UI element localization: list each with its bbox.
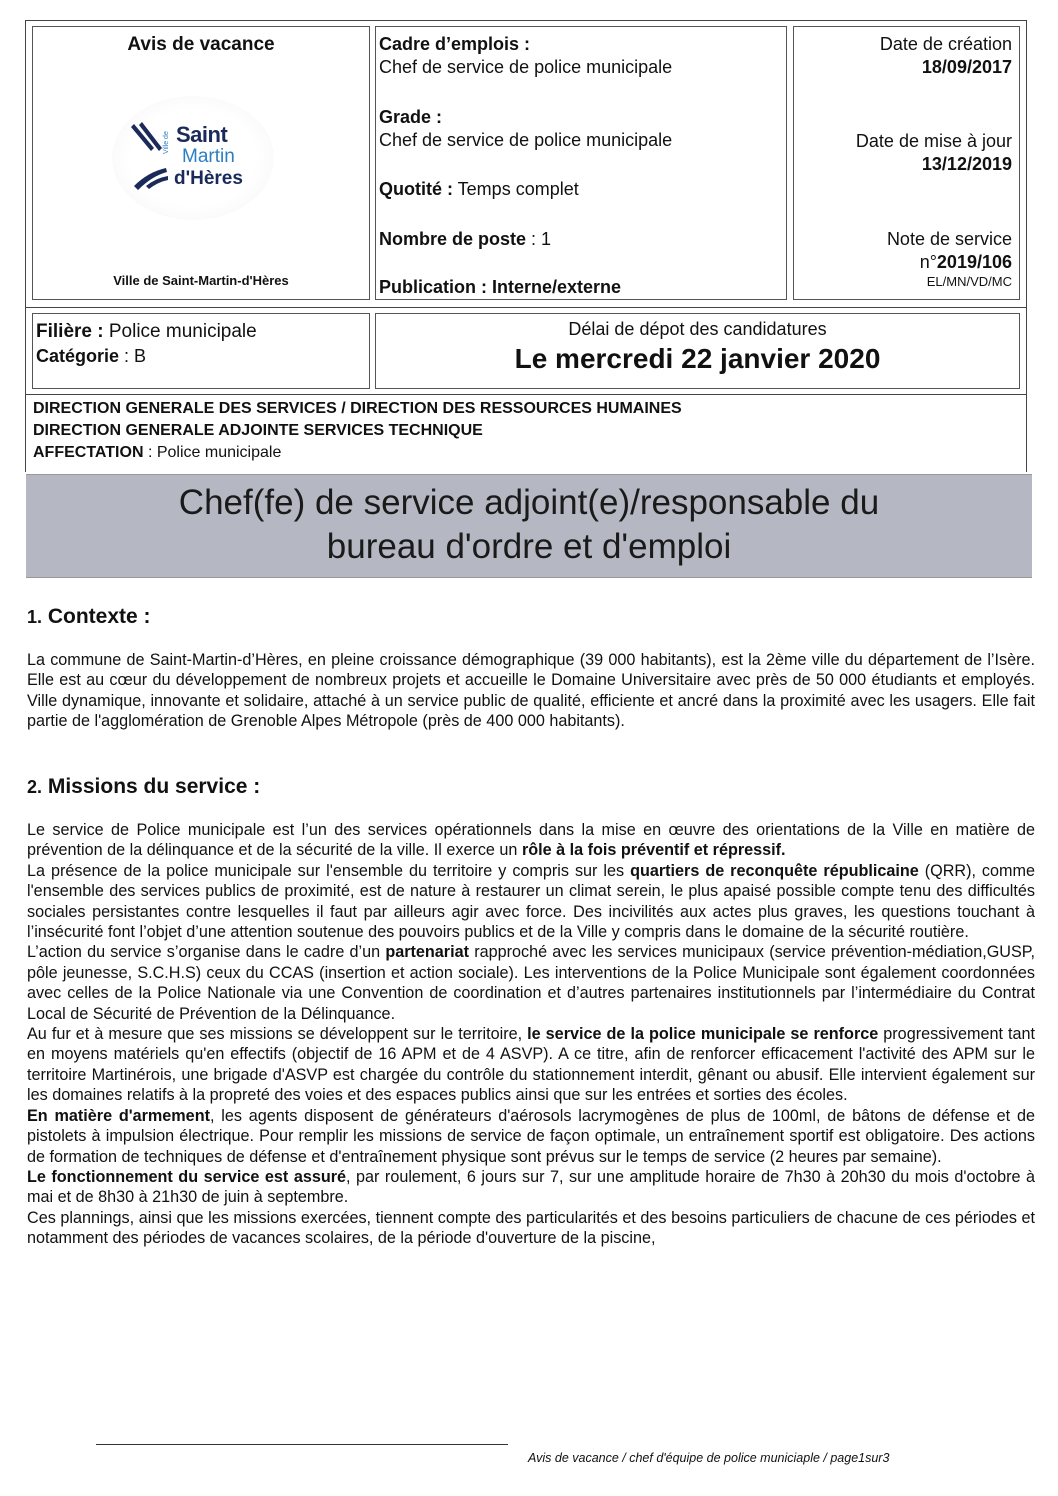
logo-vertical-text: Ville de	[163, 131, 170, 154]
missions-paragraph-6	[27, 1167, 1035, 1208]
footer-rule	[96, 1444, 508, 1445]
logo-martin: Martin	[182, 146, 235, 167]
nombre-value: : 1	[526, 229, 552, 249]
avis-title: Avis de vacance	[127, 34, 275, 55]
city-logo	[112, 96, 274, 220]
missions-paragraph-2	[27, 861, 1035, 943]
missions-p4-text: Au fur et à mesure que ses missions se développent sur le territoire,	[27, 1025, 528, 1044]
missions-p2-bold: quartiers de reconquête républicaine	[630, 861, 919, 880]
note-number	[920, 251, 1012, 273]
city-caption: Ville de Saint-Martin-d'Hères	[113, 273, 289, 288]
section-2-heading	[27, 774, 260, 800]
missions-paragraph-5	[27, 1106, 1035, 1167]
footer-text: Avis de vacance / chef d'équipe de police municiaple / page1sur3	[528, 1451, 890, 1465]
categorie-value: : B	[119, 346, 147, 366]
context-paragraph: La commune de Saint-Martin-d’Hères, en pleine croissance démographique (39 000 habitants), est la 2ème ville du département de l’Isère. Elle est au cœur du développement de nombreux projets et accueille le Domaine Universitaire avec près de 50 000 étudiants et employés. Ville dynamique, innovante et solidaire, attaché à un service public de qualité, efficiente et ancré dans la proximité avec les usagers. Elle fait partie de l'agglomération de Grenoble Alpes Métropole (près de 400 000 habitants).	[27, 651, 1035, 731]
filiere-value: Police municipale	[103, 321, 257, 342]
quotite-line	[379, 178, 579, 200]
missions-p5-text: , les agents disposent de générateurs d'aérosols lacrymogènes de plus de 100ml, de bâtons de défense et de pistolets à impulsion électrique. Pour remplir les missions de service de façon optimale, un entraînement sportif est obligatoire. Des actions de formation de techniques de défense et d'entraînement physique sont prévus sur le temps de service (2 heures par semaine).	[27, 1106, 1035, 1166]
grade-value: Chef de service de police municipale	[379, 130, 673, 150]
publication: Publication : Interne/externe	[379, 277, 622, 297]
section-2-text	[27, 820, 1035, 1249]
logo-heres: d'Hères	[174, 168, 243, 189]
cadre-value: Chef de service de police municipale	[379, 57, 673, 77]
missions-paragraph-7: Ces plannings, ainsi que les missions exercées, tiennent compte des particularités et des besoins particuliers de chacune de ces périodes et notamment des périodes de vacances scolaires, de la période d'ouverture de la piscine,	[27, 1208, 1035, 1248]
quotite-value: Temps complet	[453, 179, 579, 199]
section-1-title: Contexte :	[42, 605, 151, 628]
missions-p2-text: La présence de la police municipale sur l'ensemble du territoire y compris sur les	[27, 861, 631, 880]
direction-line-2: DIRECTION GENERALE ADJOINTE SERVICES TECHNIQUE	[33, 422, 483, 439]
section-2-number: 2.	[27, 777, 43, 797]
note-value: 2019/106	[936, 252, 1012, 272]
nombre-line	[379, 228, 551, 250]
missions-p3-bold: partenariat	[385, 943, 469, 962]
filiere-line	[36, 320, 257, 344]
missions-p5-bold: En matière d'armement	[27, 1106, 210, 1125]
missions-paragraph-3	[27, 942, 1035, 1024]
affectation-value: : Police municipale	[143, 444, 282, 461]
delai-label: Délai de dépot des candidatures	[568, 319, 827, 339]
section-2-title: Missions du service :	[42, 775, 261, 798]
maj-value: 13/12/2019	[921, 154, 1012, 174]
grade-label: Grade :	[379, 107, 443, 127]
note-prefix: n°	[919, 252, 937, 272]
section-1-heading	[27, 604, 151, 630]
delai-value: Le mercredi 22 janvier 2020	[514, 343, 881, 374]
creation-value: 18/09/2017	[921, 57, 1012, 77]
logo-saint: Saint	[176, 122, 228, 147]
maj-label: Date de mise à jour	[855, 131, 1012, 151]
categorie-line	[36, 345, 146, 367]
missions-p3-text-2: rapproché avec les services municipaux (service prévention-médiation,GUSP, pôle jeunesse, S.C.H.S) ceux du CCAS (insertion et action sociale). Les interventions de la Police Municipale sont également coordonnées avec celles de la Police Nationale via une Convention de coordination et d’autres partenaires institutionnels par l’intermédiaire du Contrat Local de Sécurité de Prévention de la Délinquance.	[27, 943, 1036, 1023]
missions-p1-text: Le service de Police municipale est l’un des services opérationnels dans la mise en œuvre des orientations de la Ville en matière de prévention de la délinquance et de la sécurité de la ville. Il exerce un	[27, 821, 1035, 860]
missions-paragraph-4	[27, 1024, 1035, 1106]
direction-line-1: DIRECTION GENERALE DES SERVICES / DIRECTION DES RESSOURCES HUMAINES	[33, 400, 682, 417]
job-title-band	[26, 474, 1032, 578]
note-initials: EL/MN/VD/MC	[926, 274, 1012, 289]
missions-p2-text-2: (QRR), comme l'ensemble des services publics de proximité, est de nature à restaurer un climat serein, le plus apaisé possible compte tenu des difficultés sociales persistantes contre lesquelles il faut par ailleurs agir avec force. Des incivilités aux actes plus graves, les questions touchant à l’insécurité font l’objet d’une attention soutenue des pouvoirs publics et de la Ville y compris dans le domaine de la sécurité routière.	[27, 861, 1035, 942]
affectation-line	[33, 444, 281, 462]
missions-p1-bold: rôle à la fois préventif et répressif.	[521, 841, 786, 860]
filiere-label: Filière :	[36, 321, 104, 342]
note-label: Note de service	[886, 229, 1012, 249]
missions-p6-text: , par roulement, 6 jours sur 7, sur une amplitude horaire de 7h30 à 20h30 du mois d'octobre à mai et de 8h30 à 21h30 de juin à septembre.	[27, 1167, 1035, 1207]
missions-p6-bold: Le fonctionnement du service est assuré	[27, 1167, 347, 1186]
missions-paragraph-1	[27, 820, 1035, 861]
creation-label: Date de création	[879, 34, 1012, 54]
quotite-label: Quotité :	[379, 179, 453, 199]
categorie-label: Catégorie	[36, 346, 120, 366]
section-1-text	[27, 650, 1035, 732]
cadre-label: Cadre d’emplois :	[379, 34, 531, 54]
job-title-line-2: bureau d'ordre et d'emploi	[326, 527, 732, 566]
nombre-label: Nombre de poste	[379, 229, 527, 249]
section-1-number: 1.	[27, 607, 43, 627]
job-title-line-1: Chef(fe) de service adjoint(e)/responsable du	[178, 483, 880, 522]
missions-p3-text: L’action du service s’organise dans le cadre d’un	[27, 943, 386, 962]
missions-p4-text-2: progressivement tant en moyens matériels qu'en effectifs (objectif de 16 APM et de 4 ASVP). A ce titre, afin de renforcer efficacement l'activité des APM sur le territoire Martinérois, une brigade d'ASVP est chargée du contrôle du stationnement interdit, gênant ou abusif. Elle intervient également sur les domaines relatifs à la propreté des voies et des espaces publics ainsi que sur les entrées et sorties des écoles.	[27, 1025, 1035, 1105]
affectation-label: AFFECTATION	[33, 444, 144, 461]
missions-p4-bold: le service de la police municipale se renforce	[527, 1025, 879, 1044]
